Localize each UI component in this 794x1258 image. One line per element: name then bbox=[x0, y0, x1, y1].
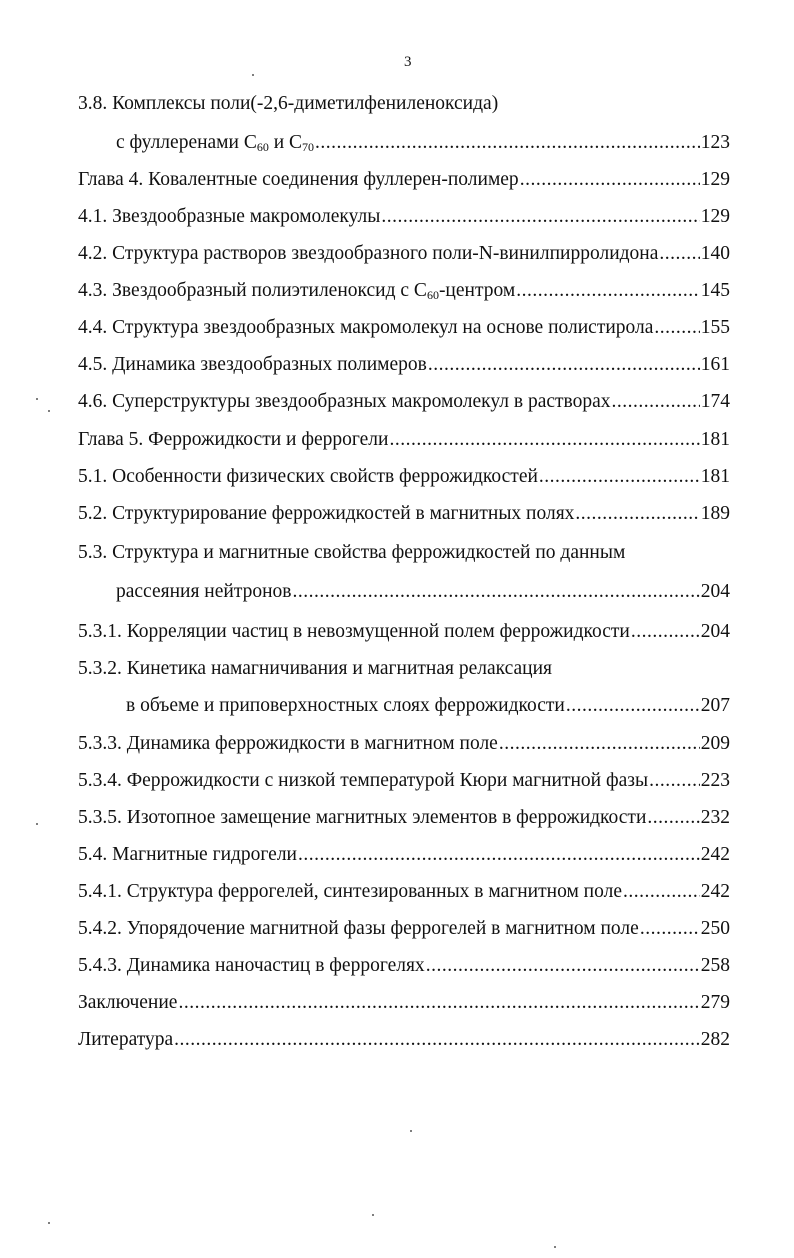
toc-entry-4-1 bbox=[78, 205, 730, 229]
scan-speck bbox=[36, 823, 38, 825]
toc-entry-5-3-2 bbox=[78, 657, 730, 681]
toc-page-number: 279 bbox=[700, 992, 730, 1013]
toc-page-number: 223 bbox=[700, 770, 730, 791]
leader-dots bbox=[575, 502, 699, 526]
toc-entry-5-3-cont bbox=[78, 580, 730, 604]
toc-entry-4-6 bbox=[78, 390, 730, 414]
toc-entry-title: 5.3.1. Корреляции частиц в невозмущенной полем феррожидкости bbox=[78, 621, 630, 642]
leader-dots bbox=[659, 242, 699, 266]
leader-dots bbox=[315, 131, 700, 155]
leader-dots bbox=[647, 806, 699, 830]
toc-page-number: 282 bbox=[700, 1029, 730, 1050]
toc-entry-title: Заключение bbox=[78, 992, 178, 1013]
toc-page-number: 204 bbox=[700, 581, 730, 602]
leader-dots bbox=[428, 353, 700, 377]
toc-entry-title: 4.5. Динамика звездообразных полимеров bbox=[78, 354, 427, 375]
toc-entry-title: 5.4.2. Упорядочение магнитной фазы феррогелей в магнитном поле bbox=[78, 918, 639, 939]
scan-speck bbox=[554, 1246, 556, 1248]
toc-entry-5-3-2-cont bbox=[78, 694, 730, 718]
leader-dots bbox=[566, 694, 700, 718]
toc-entry-4-2 bbox=[78, 242, 730, 266]
toc-page-number: 123 bbox=[700, 132, 730, 153]
leader-dots bbox=[426, 954, 700, 978]
leader-dots bbox=[516, 279, 700, 303]
toc-entry-title: 5.4. Магнитные гидрогели bbox=[78, 844, 297, 865]
toc-entry-5-4-1 bbox=[78, 880, 730, 904]
toc-entry-5-3-3 bbox=[78, 732, 730, 756]
leader-dots bbox=[298, 843, 700, 867]
toc-page-number: 140 bbox=[700, 243, 730, 264]
leader-dots bbox=[654, 316, 699, 340]
toc-page-number: 145 bbox=[700, 280, 730, 301]
toc-page-number: 209 bbox=[700, 733, 730, 754]
toc-entry-5-3-4 bbox=[78, 769, 730, 793]
toc-entry-title: 5.4.3. Динамика наночастиц в феррогелях bbox=[78, 955, 425, 976]
leader-dots bbox=[520, 168, 700, 192]
toc-entry-title: 4.4. Структура звездообразных макромолекул на основе полистирола bbox=[78, 317, 654, 338]
toc-entry-5-4-3 bbox=[78, 954, 730, 978]
toc-entry-title: 5.2. Структурирование феррожидкостей в магнитных полях bbox=[78, 503, 575, 524]
toc-page-number: 129 bbox=[700, 206, 730, 227]
toc-entry-title: 5.3.2. Кинетика намагничивания и магнитная релаксация bbox=[78, 658, 552, 679]
toc-entry-5-1 bbox=[78, 465, 730, 489]
toc-page-number: 155 bbox=[700, 317, 730, 338]
leader-dots bbox=[178, 991, 699, 1015]
toc-entry-title: 5.3.5. Изотопное замещение магнитных элементов в феррожидкости bbox=[78, 807, 647, 828]
toc-entry-title: Литература bbox=[78, 1029, 174, 1050]
scan-speck bbox=[372, 1214, 374, 1216]
scan-speck bbox=[48, 410, 50, 412]
leader-dots bbox=[292, 580, 699, 604]
scan-speck bbox=[36, 398, 38, 400]
toc-page-number: 204 bbox=[700, 621, 730, 642]
leader-dots bbox=[649, 769, 700, 793]
toc-page-number: 129 bbox=[700, 169, 730, 190]
scan-speck bbox=[410, 1130, 412, 1132]
toc-page-number: 232 bbox=[700, 807, 730, 828]
toc-entry-3-8-cont bbox=[78, 131, 730, 155]
scan-speck bbox=[252, 74, 254, 76]
toc-entry-title: 4.1. Звездообразные макромолекулы bbox=[78, 206, 381, 227]
leader-dots bbox=[389, 428, 699, 452]
toc-page-number: 207 bbox=[700, 695, 730, 716]
toc-entry-4-4 bbox=[78, 316, 730, 340]
leader-dots bbox=[174, 1028, 700, 1052]
page-number: 3 bbox=[404, 54, 412, 70]
toc-entry-references bbox=[78, 1028, 730, 1052]
toc-page-number: 189 bbox=[700, 503, 730, 524]
toc-entry-3-8 bbox=[78, 92, 730, 116]
scan-speck bbox=[48, 1222, 50, 1224]
toc-entry-title: 5.3.3. Динамика феррожидкости в магнитном поле bbox=[78, 733, 498, 754]
toc-entry-title: в объеме и приповерхностных слоях феррожидкости bbox=[126, 695, 565, 716]
toc-entry-chapter-4 bbox=[78, 168, 730, 192]
toc-entry-title: рассеяния нейтронов bbox=[116, 581, 292, 602]
leader-dots bbox=[640, 917, 700, 941]
toc-entry-title: 5.4.1. Структура феррогелей, синтезированных в магнитном поле bbox=[78, 881, 622, 902]
toc-entry-title: 4.3. Звездообразный полиэтиленоксид с $С_{60}$-центром bbox=[78, 280, 516, 302]
toc-page-number: 242 bbox=[700, 881, 730, 902]
leader-dots bbox=[631, 620, 700, 644]
toc-entry-title: Глава 4. Ковалентные соединения фуллерен-полимер bbox=[78, 169, 519, 190]
toc-page-number: 161 bbox=[700, 354, 730, 375]
toc-entry-title: 3.8. Комплексы поли(-2,6-диметилфениленоксида) bbox=[78, 93, 499, 114]
toc-page-number: 174 bbox=[700, 391, 730, 412]
toc-entry-conclusion bbox=[78, 991, 730, 1015]
toc-page-number: 181 bbox=[700, 466, 730, 487]
toc-page-number: 258 bbox=[700, 955, 730, 976]
toc-entry-5-2 bbox=[78, 502, 730, 526]
toc-page-number: 250 bbox=[700, 918, 730, 939]
toc-entry-5-3-1 bbox=[78, 620, 730, 644]
toc-entry-title: 5.1. Особенности физических свойств феррожидкостей bbox=[78, 466, 538, 487]
toc-entry-title: 4.6. Суперструктуры звездообразных макромолекул в растворах bbox=[78, 391, 611, 412]
toc-page-number: 242 bbox=[700, 844, 730, 865]
toc-entry-title: 5.3.4. Феррожидкости с низкой температурой Кюри магнитной фазы bbox=[78, 770, 649, 791]
toc-entry-5-3 bbox=[78, 541, 730, 565]
toc-entry-4-3 bbox=[78, 279, 730, 303]
toc-entry-5-3-5 bbox=[78, 806, 730, 830]
leader-dots bbox=[539, 465, 700, 489]
toc-entry-chapter-5 bbox=[78, 428, 730, 452]
leader-dots bbox=[623, 880, 700, 904]
toc-entry-title: 5.3. Структура и магнитные свойства феррожидкостей по данным bbox=[78, 542, 626, 563]
toc-entry-5-4 bbox=[78, 843, 730, 867]
toc-page-number: 181 bbox=[700, 429, 730, 450]
toc-entry-4-5 bbox=[78, 353, 730, 377]
toc-entry-5-4-2 bbox=[78, 917, 730, 941]
leader-dots bbox=[499, 732, 700, 756]
leader-dots bbox=[612, 390, 700, 414]
leader-dots bbox=[381, 205, 699, 229]
toc-entry-title: 4.2. Структура растворов звездообразного поли-N-винилпирролидона bbox=[78, 243, 659, 264]
toc-entry-title: с фуллеренами $С_{60}$ и $С_{70}$ bbox=[116, 132, 315, 154]
toc-entry-title: Глава 5. Феррожидкости и феррогели bbox=[78, 429, 389, 450]
